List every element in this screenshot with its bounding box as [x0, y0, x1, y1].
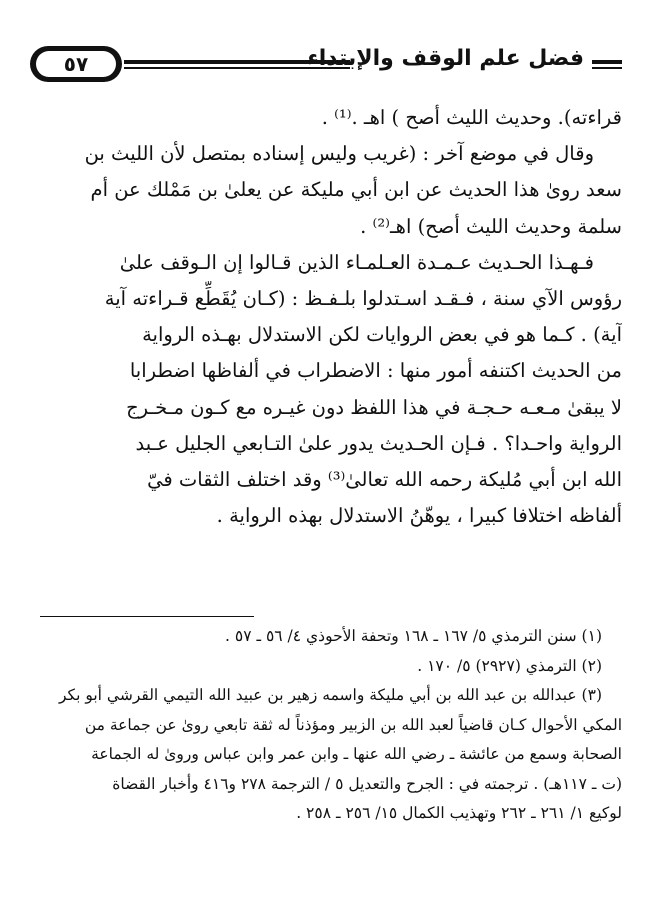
- body-line: وقال في موضع آخر : (غريب وليس إسناده بمتصل لأن الليث بن: [84, 142, 594, 166]
- footnote-separator: [40, 616, 254, 617]
- header-dash-thin: [592, 67, 622, 69]
- page-header: [30, 38, 622, 88]
- body-line: سعد روىٰ هذا الحديث عن ابن أبي مليكة عن يعلىٰ بن مَمْلك عن أم: [90, 178, 622, 202]
- header-dash-thick: [592, 60, 622, 64]
- page-number: ٥٧: [36, 51, 116, 77]
- main-text: [40, 100, 622, 534]
- footnote-line: (٢) الترمذي (٢٩٢٧) ٥/ ١٧٠ .: [417, 656, 602, 675]
- body-line: آية) . كـما هو في بعض الروايات لكن الاستدلال بهـذه الرواية: [142, 323, 622, 347]
- body-line: من الحديث اكتنفه أمور منها : الاضطراب في ألفاظها اضطرابا: [129, 359, 622, 383]
- footnote-line: (١) سنن الترمذي ٥/ ١٦٧ ـ ١٦٨ وتحفة الأحوذي ٤/ ٥٦ ـ ٥٧ .: [225, 627, 602, 645]
- body-line: سلمة وحديث الليث أصح) اهـ⁽²⁾ .: [360, 214, 622, 238]
- footnotes: [40, 622, 622, 829]
- footnote-line: الصحابة وسمع من عائشة ـ رضي الله عنها ـ وابن عمر وابن عباس وروىٰ له الجماعة: [91, 745, 622, 763]
- page-number-badge: [30, 46, 122, 82]
- body-line: رؤوس الآي سنة ، فـقـد اسـتدلوا بلـفـظ : (كـان يُقَطِّع قـراءته آية: [104, 286, 622, 310]
- body-line: الله ابن أبي مُليكة رحمه الله تعالىٰ⁽³⁾ وقد اختلف الثقات فيّ: [147, 467, 622, 491]
- running-title: فضل علم الوقف والإبتداء: [307, 46, 584, 71]
- body-line: لا يبقىٰ مـعـه حـجـة في هذا اللفظ دون غيـره مع كـون مـخـرج: [126, 395, 622, 419]
- body-line: فـهـذا الحـديث عـمـدة العـلمـاء الذين قـالوا إن الـوقف علىٰ: [119, 250, 594, 274]
- footnote-line: المكي الأحوال كـان قاضياً لعبد الله بن الزبير ومؤذناً له ثقة تابعي روىٰ عن جماعة من: [84, 715, 622, 734]
- body-line: ألفاظه اختلافا كبيرا ، يوهّنُ الاستدلال بهذه الرواية .: [216, 504, 622, 528]
- footnote-line: (٣) عبدالله بن عبد الله بن أبي مليكة واسمه زهير بن عبيد الله التيمي القرشي أبو بكر: [59, 686, 602, 704]
- body-line: الرواية واحـدا؟ . فـإن الحـديث يدور علىٰ التـابعي الجليل عـبد: [135, 431, 622, 455]
- footnote-line: (ت ـ ١١٧هـ) . ترجمته في : الجرح والتعديل ٥ / الترجمة ٢٧٨ و٤١٦ وأخبار القضاة: [112, 774, 622, 793]
- footnote-line: لوكيع ١/ ٢٦١ ـ ٢٦٢ وتهذيب الكمال ١٥/ ٢٥٦ ـ ٢٥٨ .: [296, 804, 622, 822]
- body-line: قراءته). وحديث الليث أصح ) اهـ .⁽¹⁾ .: [321, 106, 622, 129]
